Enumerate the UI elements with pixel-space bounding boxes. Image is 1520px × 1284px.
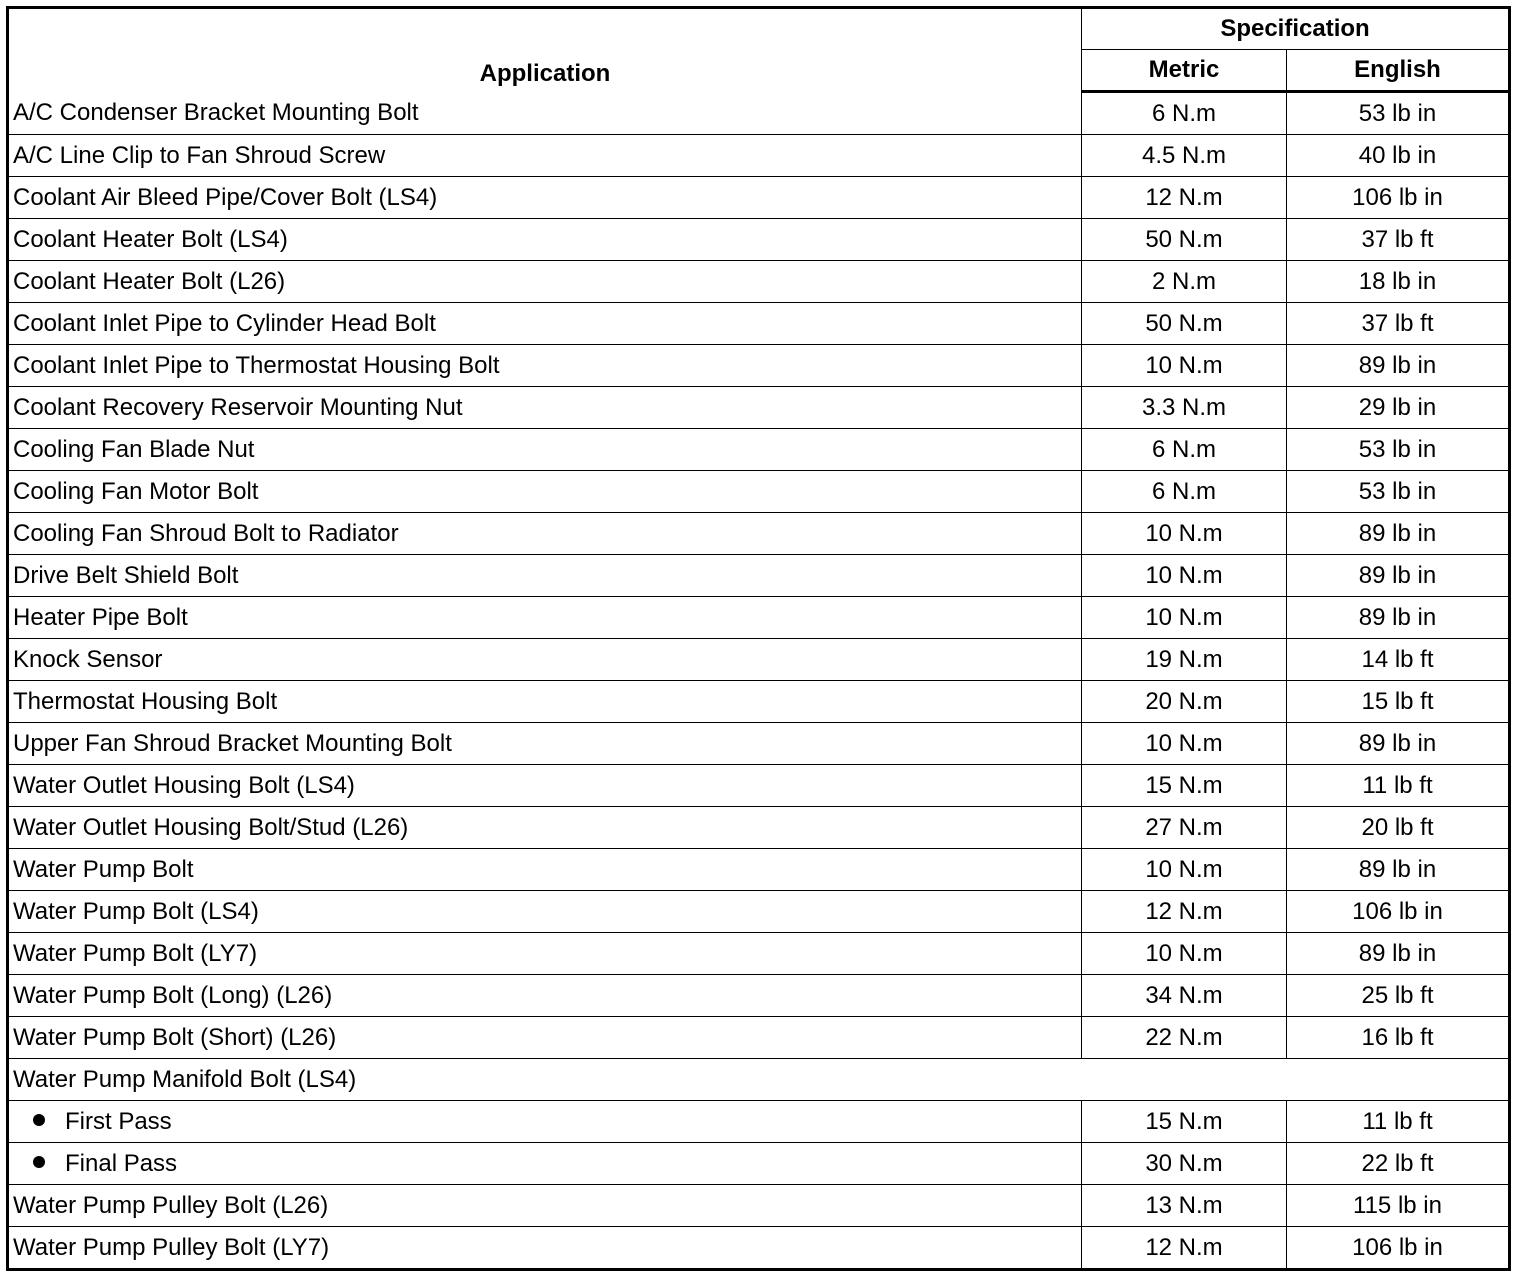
application-label: A/C Condenser Bracket Mounting Bolt bbox=[13, 98, 419, 126]
english-cell: 89 lb in bbox=[1287, 555, 1510, 597]
metric-column-header: Metric bbox=[1082, 50, 1287, 92]
table-row bbox=[8, 891, 1510, 933]
english-cell: 40 lb in bbox=[1287, 135, 1510, 177]
application-label: Coolant Inlet Pipe to Cylinder Head Bolt bbox=[13, 309, 436, 337]
english-cell: 106 lb in bbox=[1287, 177, 1510, 219]
english-cell: 18 lb in bbox=[1287, 261, 1510, 303]
table-row bbox=[8, 135, 1510, 177]
table-row bbox=[8, 681, 1510, 723]
metric-cell: 22 N.m bbox=[1082, 1017, 1287, 1059]
application-cell bbox=[8, 1227, 1082, 1270]
table-row bbox=[8, 975, 1510, 1017]
table-row bbox=[8, 471, 1510, 513]
table-row bbox=[8, 1227, 1510, 1270]
metric-cell: 10 N.m bbox=[1082, 597, 1287, 639]
application-cell bbox=[8, 387, 1082, 429]
english-cell: 89 lb in bbox=[1287, 849, 1510, 891]
table-row bbox=[8, 849, 1510, 891]
table-row bbox=[8, 92, 1510, 135]
english-cell: 11 lb ft bbox=[1287, 1101, 1510, 1143]
table-header bbox=[8, 8, 1510, 92]
application-cell bbox=[8, 92, 1082, 135]
application-label: Water Pump Bolt bbox=[13, 855, 194, 883]
table-body bbox=[8, 92, 1510, 1270]
metric-cell: 30 N.m bbox=[1082, 1143, 1287, 1185]
application-label: Thermostat Housing Bolt bbox=[13, 687, 278, 715]
metric-cell: 6 N.m bbox=[1082, 429, 1287, 471]
application-label: Water Pump Bolt (Long) (L26) bbox=[13, 981, 333, 1009]
application-label: Water Outlet Housing Bolt (LS4) bbox=[13, 771, 355, 799]
metric-cell: 50 N.m bbox=[1082, 219, 1287, 261]
specification-column-header: Specification bbox=[1082, 8, 1510, 50]
english-cell: 89 lb in bbox=[1287, 597, 1510, 639]
application-cell bbox=[8, 891, 1082, 933]
application-cell bbox=[8, 849, 1082, 891]
english-cell: 37 lb ft bbox=[1287, 219, 1510, 261]
application-cell bbox=[8, 1059, 1510, 1101]
application-cell bbox=[8, 1017, 1082, 1059]
table-row bbox=[8, 429, 1510, 471]
english-cell: 53 lb in bbox=[1287, 429, 1510, 471]
metric-cell: 4.5 N.m bbox=[1082, 135, 1287, 177]
table-row bbox=[8, 1059, 1510, 1101]
table-row bbox=[8, 555, 1510, 597]
application-cell bbox=[8, 513, 1082, 555]
application-cell bbox=[8, 135, 1082, 177]
application-label: Coolant Recovery Reservoir Mounting Nut bbox=[13, 393, 463, 421]
application-cell bbox=[8, 219, 1082, 261]
application-cell bbox=[8, 1185, 1082, 1227]
table-row bbox=[8, 513, 1510, 555]
english-cell: 115 lb in bbox=[1287, 1185, 1510, 1227]
english-cell: 53 lb in bbox=[1287, 92, 1510, 135]
table-row bbox=[8, 723, 1510, 765]
application-label: Heater Pipe Bolt bbox=[13, 603, 188, 631]
application-label: Cooling Fan Blade Nut bbox=[13, 435, 255, 463]
english-cell: 11 lb ft bbox=[1287, 765, 1510, 807]
application-label: Coolant Heater Bolt (L26) bbox=[13, 267, 286, 295]
metric-cell: 15 N.m bbox=[1082, 765, 1287, 807]
application-cell bbox=[8, 177, 1082, 219]
application-label: Water Pump Bolt (LY7) bbox=[13, 939, 258, 967]
metric-cell: 12 N.m bbox=[1082, 1227, 1287, 1270]
application-cell bbox=[8, 933, 1082, 975]
metric-cell: 12 N.m bbox=[1082, 891, 1287, 933]
application-cell bbox=[8, 723, 1082, 765]
application-label: A/C Line Clip to Fan Shroud Screw bbox=[13, 141, 386, 169]
metric-cell: 20 N.m bbox=[1082, 681, 1287, 723]
english-cell: 20 lb ft bbox=[1287, 807, 1510, 849]
table-row bbox=[8, 303, 1510, 345]
application-label: Knock Sensor bbox=[13, 645, 163, 673]
application-cell bbox=[8, 303, 1082, 345]
bullet-icon bbox=[33, 1156, 45, 1168]
english-cell: 15 lb ft bbox=[1287, 681, 1510, 723]
table-row bbox=[8, 597, 1510, 639]
english-cell: 53 lb in bbox=[1287, 471, 1510, 513]
english-cell: 89 lb in bbox=[1287, 933, 1510, 975]
application-label: Final Pass bbox=[65, 1149, 178, 1177]
english-cell: 29 lb in bbox=[1287, 387, 1510, 429]
application-label: Drive Belt Shield Bolt bbox=[13, 561, 239, 589]
bullet-icon bbox=[33, 1114, 45, 1126]
metric-cell: 27 N.m bbox=[1082, 807, 1287, 849]
metric-cell: 10 N.m bbox=[1082, 345, 1287, 387]
table-row bbox=[8, 387, 1510, 429]
english-cell: 106 lb in bbox=[1287, 1227, 1510, 1270]
application-cell bbox=[8, 429, 1082, 471]
table-row bbox=[8, 1017, 1510, 1059]
application-label: Water Pump Bolt (Short) (L26) bbox=[13, 1023, 337, 1051]
application-column-header: Application bbox=[8, 8, 1082, 92]
application-label: First Pass bbox=[65, 1107, 172, 1135]
english-cell: 89 lb in bbox=[1287, 345, 1510, 387]
application-label: Water Pump Pulley Bolt (L26) bbox=[13, 1191, 329, 1219]
english-cell: 106 lb in bbox=[1287, 891, 1510, 933]
metric-cell: 2 N.m bbox=[1082, 261, 1287, 303]
application-cell bbox=[8, 639, 1082, 681]
torque-spec-table bbox=[6, 6, 1511, 1271]
english-cell: 16 lb ft bbox=[1287, 1017, 1510, 1059]
metric-cell: 12 N.m bbox=[1082, 177, 1287, 219]
table-row bbox=[8, 1185, 1510, 1227]
metric-cell: 13 N.m bbox=[1082, 1185, 1287, 1227]
application-cell bbox=[8, 555, 1082, 597]
english-cell: 14 lb ft bbox=[1287, 639, 1510, 681]
application-label: Coolant Air Bleed Pipe/Cover Bolt (LS4) bbox=[13, 183, 438, 211]
table-row bbox=[8, 807, 1510, 849]
english-cell: 37 lb ft bbox=[1287, 303, 1510, 345]
application-label: Water Outlet Housing Bolt/Stud (L26) bbox=[13, 813, 409, 841]
english-cell: 89 lb in bbox=[1287, 723, 1510, 765]
application-cell bbox=[8, 681, 1082, 723]
metric-cell: 6 N.m bbox=[1082, 471, 1287, 513]
metric-cell: 3.3 N.m bbox=[1082, 387, 1287, 429]
metric-cell: 10 N.m bbox=[1082, 513, 1287, 555]
application-label: Water Pump Manifold Bolt (LS4) bbox=[13, 1065, 357, 1093]
table-row bbox=[8, 261, 1510, 303]
metric-cell: 15 N.m bbox=[1082, 1101, 1287, 1143]
table-row bbox=[8, 219, 1510, 261]
metric-cell: 10 N.m bbox=[1082, 849, 1287, 891]
english-cell: 22 lb ft bbox=[1287, 1143, 1510, 1185]
application-label: Coolant Heater Bolt (LS4) bbox=[13, 225, 288, 253]
english-column-header: English bbox=[1287, 50, 1510, 92]
metric-cell: 10 N.m bbox=[1082, 723, 1287, 765]
table-row bbox=[8, 765, 1510, 807]
table-row bbox=[8, 177, 1510, 219]
application-label: Coolant Inlet Pipe to Thermostat Housing Bolt bbox=[13, 351, 500, 379]
application-cell bbox=[8, 471, 1082, 513]
application-label: Upper Fan Shroud Bracket Mounting Bolt bbox=[13, 729, 452, 757]
table-row bbox=[8, 1143, 1510, 1185]
application-cell bbox=[8, 765, 1082, 807]
english-cell: 25 lb ft bbox=[1287, 975, 1510, 1017]
table-row bbox=[8, 345, 1510, 387]
application-label: Cooling Fan Shroud Bolt to Radiator bbox=[13, 519, 399, 547]
application-cell bbox=[8, 345, 1082, 387]
application-cell bbox=[8, 975, 1082, 1017]
metric-cell: 6 N.m bbox=[1082, 92, 1287, 135]
metric-cell: 50 N.m bbox=[1082, 303, 1287, 345]
application-cell bbox=[8, 807, 1082, 849]
english-cell: 89 lb in bbox=[1287, 513, 1510, 555]
application-label: Water Pump Pulley Bolt (LY7) bbox=[13, 1233, 330, 1261]
application-label: Water Pump Bolt (LS4) bbox=[13, 897, 259, 925]
metric-cell: 10 N.m bbox=[1082, 933, 1287, 975]
table-row bbox=[8, 639, 1510, 681]
table-row bbox=[8, 933, 1510, 975]
application-cell bbox=[8, 597, 1082, 639]
application-cell bbox=[8, 1143, 1082, 1185]
application-cell bbox=[8, 1101, 1082, 1143]
metric-cell: 10 N.m bbox=[1082, 555, 1287, 597]
metric-cell: 34 N.m bbox=[1082, 975, 1287, 1017]
metric-cell: 19 N.m bbox=[1082, 639, 1287, 681]
table-row bbox=[8, 1101, 1510, 1143]
application-label: Cooling Fan Motor Bolt bbox=[13, 477, 259, 505]
application-cell bbox=[8, 261, 1082, 303]
